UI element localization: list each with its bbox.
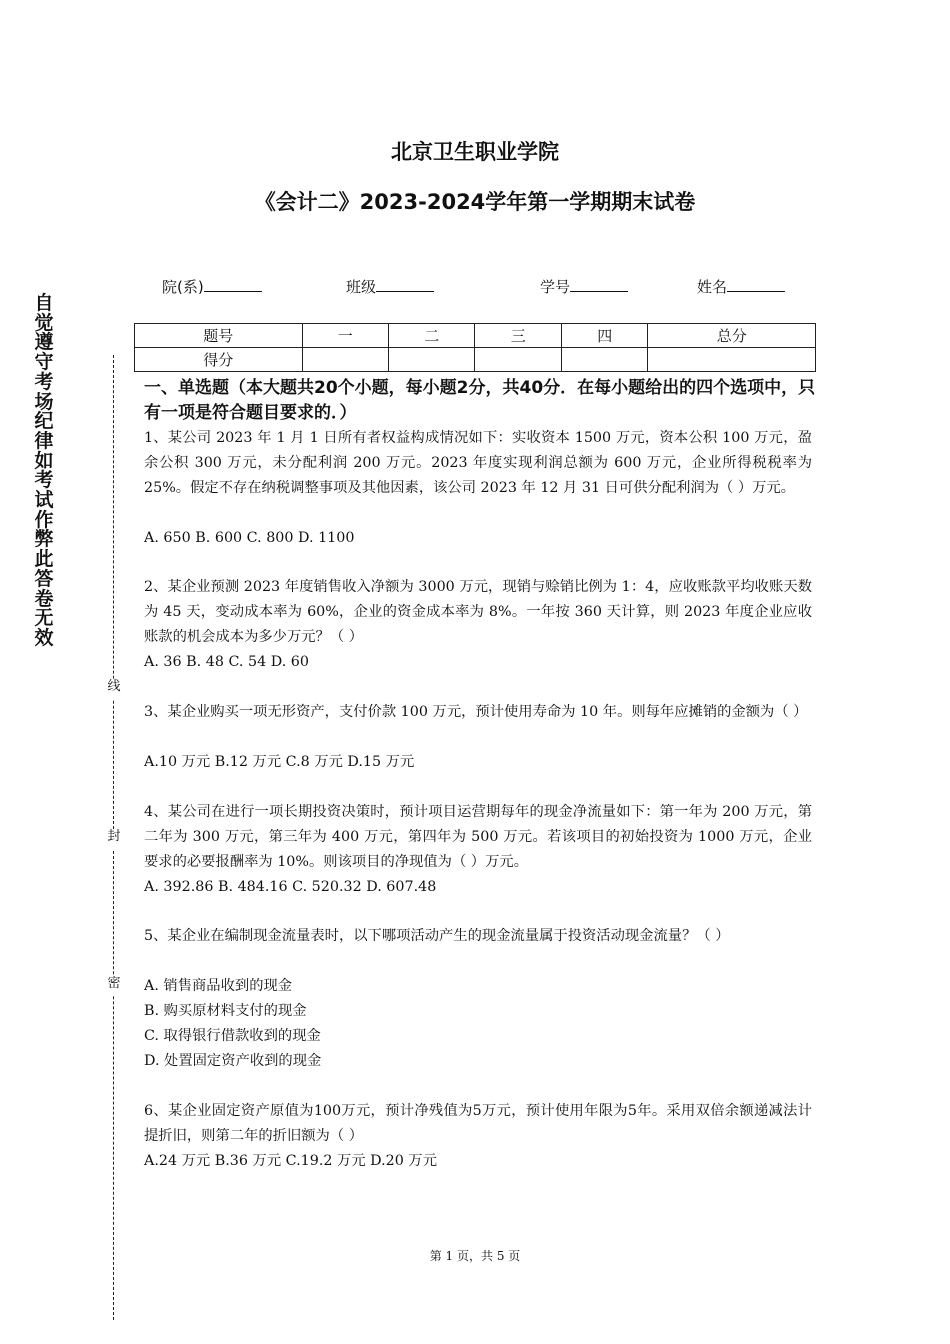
- seal-mark-line: 线: [106, 679, 122, 699]
- score-entry-cell[interactable]: [561, 348, 647, 372]
- exam-notice: 自觉遵守考场纪律如考试作弊此答卷无效: [34, 292, 54, 649]
- score-cell: 题号: [135, 324, 303, 348]
- name-field: [697, 276, 785, 297]
- question-6-stem: 6、某企业固定资产原值为100万元，预计净残值为5万元，预计使用年限为5年。采用双倍余额递减法计提折旧，则第二年的折旧额为（ ）: [144, 1103, 812, 1144]
- student-id-blank[interactable]: [570, 277, 628, 292]
- question-5-option-c: C. 取得银行借款收到的现金: [144, 1028, 321, 1044]
- field-label: 院(系): [162, 278, 204, 296]
- score-entry-cell[interactable]: [388, 348, 474, 372]
- score-entry-cell[interactable]: [475, 348, 561, 372]
- score-table-score-row: [135, 348, 816, 372]
- score-table: [134, 323, 816, 372]
- question-2-options: A. 36 B. 48 C. 54 D. 60: [144, 654, 309, 670]
- question-4-stem: 4、某公司在进行一项长期投资决策时，预计项目运营期每年的现金净流量如下：第一年为 200 万元，第二年为 300 万元，第三年为 400 万元，第四年为 500 万元。若该项目的初始投资为 1000 万元，企业要求的必要报酬率为 10%。则该项目的净现值为（ ）万元。: [144, 804, 812, 870]
- score-entry-cell[interactable]: [302, 348, 388, 372]
- score-cell: 一: [302, 324, 388, 348]
- field-label: 学号: [540, 278, 571, 296]
- class-field: [346, 276, 434, 297]
- class-blank[interactable]: [376, 277, 434, 292]
- name-blank[interactable]: [727, 277, 785, 292]
- question-5-stem: 5、某企业在编制现金流量表时，以下哪项活动产生的现金流量属于投资活动现金流量？（ ）: [144, 928, 730, 944]
- department-field: [162, 276, 262, 297]
- score-cell: 得分: [135, 348, 303, 372]
- score-cell: 三: [475, 324, 561, 348]
- school-name: 北京卫生职业学院: [391, 140, 559, 164]
- seal-mark-seal: 封: [106, 829, 122, 849]
- seal-mark-secret: 密: [106, 976, 122, 996]
- question-1-stem: 1、某公司 2023 年 1 月 1 日所有者权益构成情况如下：实收资本 1500 万元，资本公积 100 万元，盈余公积 300 万元，未分配利润 200 万元。2023 年度实现利润总额为 600 万元，企业所得税税率为 25%。假定不存在纳税调整事项及其他因素，该公司 2023 年 12 月 31 日可供分配利润为（ ）万元。: [144, 430, 812, 496]
- department-blank[interactable]: [204, 277, 262, 292]
- question-3-options: A.10 万元 B.12 万元 C.8 万元 D.15 万元: [144, 754, 415, 770]
- question-3-stem: 3、某企业购买一项无形资产，支付价款 100 万元，预计使用寿命为 10 年。则每年应摊销的金额为（ ）: [144, 704, 808, 720]
- field-label: 班级: [346, 278, 377, 296]
- section-heading: 一、单选题（本大题共20个小题，每小题2分，共40分．在每小题给出的四个选项中，只有一项是符合题目要求的．）: [144, 378, 816, 423]
- field-label: 姓名: [697, 278, 728, 296]
- student-id-field: [540, 276, 628, 297]
- question-4-options: A. 392.86 B. 484.16 C. 520.32 D. 607.48: [144, 879, 437, 895]
- score-cell: 四: [561, 324, 647, 348]
- exam-title: 《会计二》2023-2024学年第一学期期末试卷: [254, 190, 696, 214]
- score-entry-cell[interactable]: [648, 348, 816, 372]
- question-5-option-a: A. 销售商品收到的现金: [144, 978, 293, 994]
- question-6-options: A.24 万元 B.36 万元 C.19.2 万元 D.20 万元: [144, 1153, 437, 1169]
- score-cell: 二: [388, 324, 474, 348]
- question-5-option-b: B. 购买原材料支付的现金: [144, 1003, 307, 1019]
- score-cell: 总分: [648, 324, 816, 348]
- question-2-stem: 2、某企业预测 2023 年度销售收入净额为 3000 万元，现销与赊销比例为 1：4，应收账款平均收账天数为 45 天，变动成本率为 60%，企业的资金成本率为 8%。一年按 360 天计算，则 2023 年度企业应收账款的机会成本为多少万元？（ ）: [144, 579, 812, 645]
- question-5-option-d: D. 处置固定资产收到的现金: [144, 1053, 322, 1069]
- page-footer: 第 1 页，共 5 页: [429, 1249, 521, 1263]
- score-table-header-row: [135, 324, 816, 348]
- question-1-options: A. 650 B. 600 C. 800 D. 1100: [144, 530, 355, 546]
